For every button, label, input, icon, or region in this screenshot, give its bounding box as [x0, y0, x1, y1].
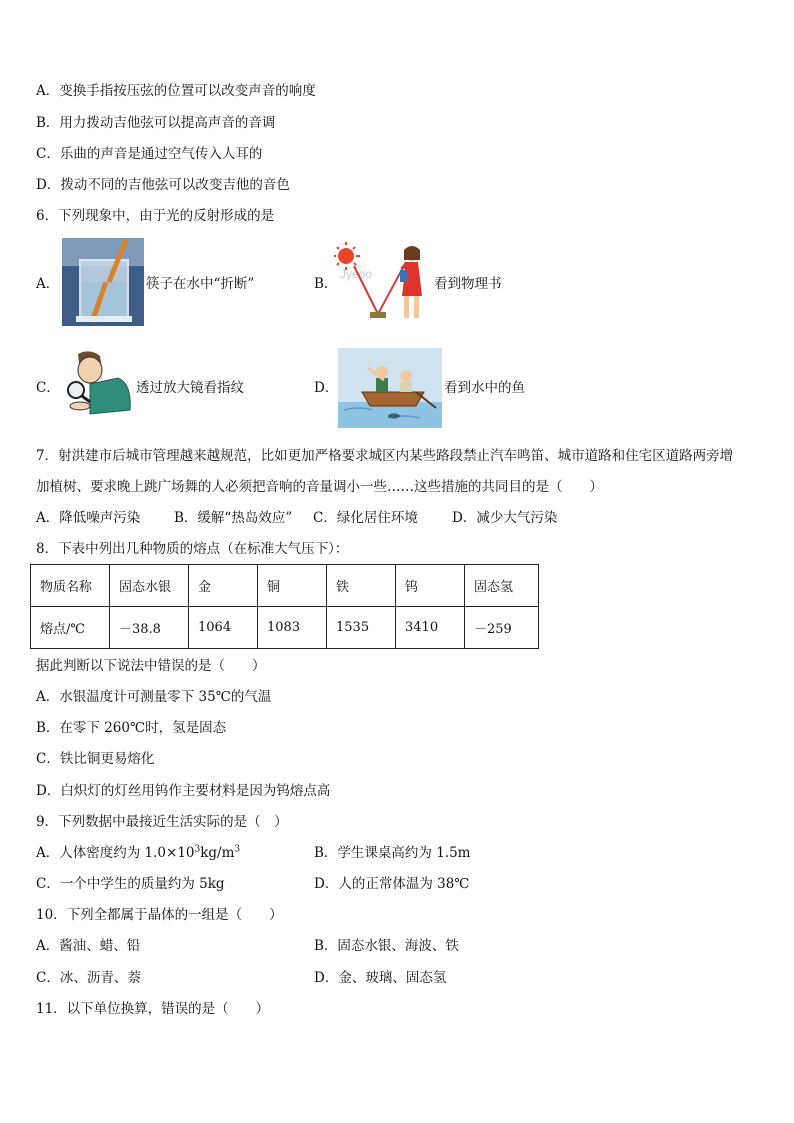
q9-stem: 9．下列数据中最接近生活实际的是（ ） [36, 814, 288, 830]
sun-reflection-girl-image [334, 240, 434, 326]
q5-option-c: C．乐曲的声音是通过空气传入人耳的 [36, 146, 263, 162]
q8-stem: 8．下表中列出几种物质的熔点（在标准大气压下）： [36, 541, 349, 557]
table-cell: 物质名称 [31, 565, 110, 607]
q8-option-d: D．白炽灯的灯丝用钨作主要材料是因为钨熔点高 [36, 783, 331, 799]
q7-option-d: D．减少大气污染 [452, 510, 558, 526]
boat-fishing-image [338, 348, 442, 428]
table-row [31, 607, 539, 649]
watermark: Jyeoo [340, 267, 373, 281]
magnifying-glass-boy-image [60, 350, 136, 418]
q11-stem: 11．以下单位换算，错误的是（ ） [36, 1001, 270, 1017]
q10-option-d: D．金、玻璃、固态氢 [314, 970, 447, 986]
q6-a-letter: A． [36, 276, 60, 292]
q8-option-c: C．铁比铜更易熔化 [36, 751, 155, 767]
table-cell: 固态水银 [110, 565, 189, 607]
table-cell: 1535 [327, 607, 396, 649]
table-cell: 固态氢 [465, 565, 539, 607]
table-cell: 1064 [189, 607, 258, 649]
q9-option-a [36, 844, 240, 862]
q10-option-c: C．冰、沥青、萘 [36, 970, 141, 986]
q6-c-letter: C． [36, 380, 60, 396]
table-cell: －38.8 [110, 607, 189, 649]
q8-option-b: B．在零下 260℃时，氢是固态 [36, 720, 227, 736]
q5-option-d: D．拨动不同的吉他弦可以改变吉他的音色 [36, 177, 290, 193]
q9-a-unit: kg/m [200, 845, 235, 861]
q9-option-d: D．人的正常体温为 38℃ [314, 876, 470, 892]
q7-stem-line1: 7．射洪建市后城市管理越来越规范，比如更加严格要求城区内某些路段禁止汽车鸣笛、城市道路和住宅区道路两旁增 [36, 448, 734, 464]
q5-option-b: B．用力拨动吉他弦可以提高声音的音调 [36, 115, 276, 131]
q9-option-b: B．学生课桌高约为 1.5m [314, 845, 471, 861]
table-cell: 铜 [258, 565, 327, 607]
q9-option-c: C．一个中学生的质量约为 5kg [36, 876, 225, 892]
q8-judge: 据此判断以下说法中错误的是（ ） [36, 658, 266, 674]
q9-a-text: A．人体密度约为 1.0×10 [36, 845, 195, 861]
chopsticks-in-water-image [62, 238, 144, 326]
q10-stem: 10．下列全都属于晶体的一组是（ ） [36, 907, 283, 923]
q6-d-text: 看到水中的鱼 [444, 380, 525, 396]
table-cell: －259 [465, 607, 539, 649]
q7-option-a: A．降低噪声污染 [36, 510, 141, 526]
table-header-row [31, 565, 539, 607]
q5-option-a: A．变换手指按压弦的位置可以改变声音的响度 [36, 83, 316, 99]
q10-option-b: B．固态水银、海波、铁 [314, 938, 459, 954]
melting-point-table [30, 564, 539, 649]
table-cell: 钨 [396, 565, 465, 607]
table-cell: 铁 [327, 565, 396, 607]
q10-option-a: A．酱油、蜡、铅 [36, 938, 141, 954]
q6-b-text: 看到物理书 [434, 276, 502, 292]
q6-a-text: 筷子在水中“折断” [146, 276, 255, 292]
q6-stem: 6．下列现象中，由于光的反射形成的是 [36, 208, 275, 224]
q7-option-c: C．绿化居住环境 [313, 510, 418, 526]
table-cell: 熔点/℃ [31, 607, 110, 649]
q6-d-letter: D． [314, 380, 339, 396]
q7-stem-line2: 加植树、要求晚上跳广场舞的人必须把音响的音量调小一些……这些措施的共同目的是（ ） [36, 479, 603, 495]
q9-a-unit-exponent: 3 [234, 844, 241, 855]
q8-option-a: A．水银温度计可测量零下 35℃的气温 [36, 689, 272, 705]
q6-b-letter: B． [314, 276, 338, 292]
q7-option-b: B．缓解“热岛效应” [174, 510, 293, 526]
table-cell: 金 [189, 565, 258, 607]
table-cell: 1083 [258, 607, 327, 649]
q9-a-exponent: 3 [194, 844, 201, 855]
table-cell: 3410 [396, 607, 465, 649]
q6-c-text: 透过放大镜看指纹 [136, 380, 244, 396]
